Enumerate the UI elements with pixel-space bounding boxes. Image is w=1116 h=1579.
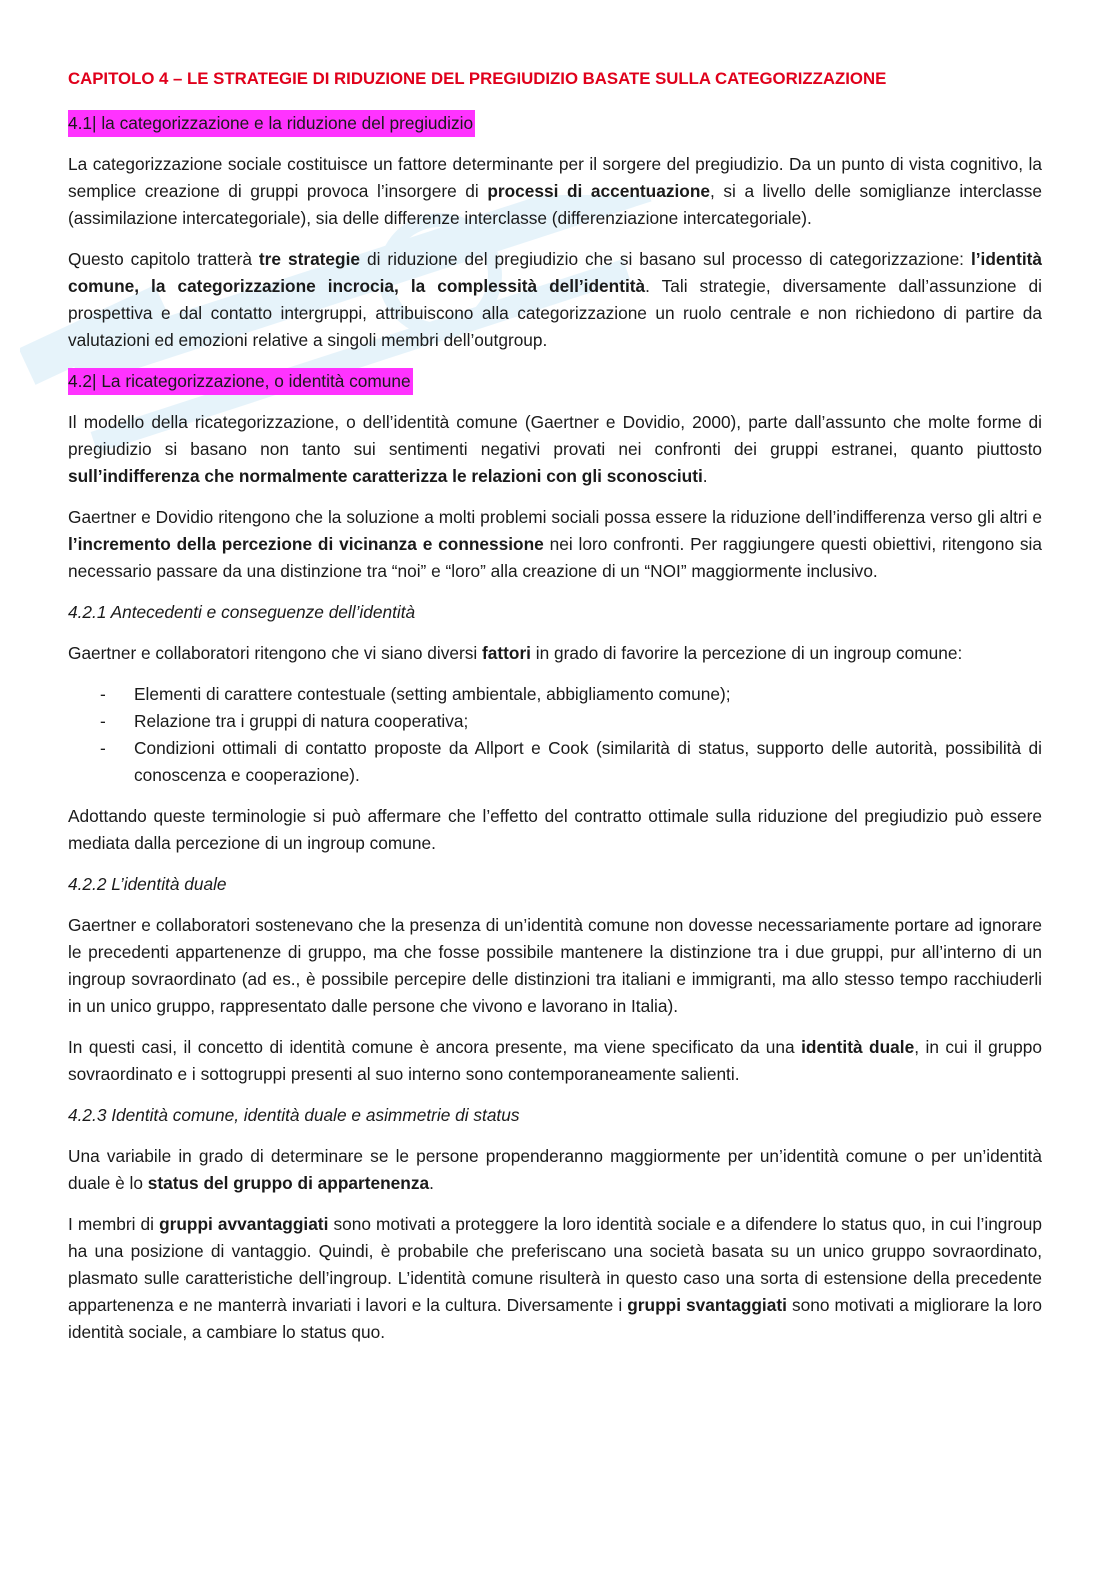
subheading-4-2-2: 4.2.2 L’identità duale [68,874,227,894]
list-item: - Condizioni ottimali di contatto proposte da Allport e Cook (similarità di status, supporto delle autorità, possibilità di conoscenza e cooperazione). [68,735,1042,789]
subheading-4-2-3: 4.2.3 Identità comune, identità duale e asimmetrie di status [68,1105,520,1125]
paragraph-4-1-2: Questo capitolo tratterà tre strategie di riduzione del pregiudizio che si basano sul processo di categorizzazione: l’identità comune, la categorizzazione incrocia, la complessità dell’identità. Tali strategie, diversamente dall’assunzione di prospettiva e dal contatto intergruppi, attribuiscono alla categorizzazione un ruolo centrale e non richiedono di partire da valutazioni ed emozioni relative a singoli membri dell’outgroup. [68,249,1042,350]
paragraph-4-2-1: Il modello della ricategorizzazione, o dell’identità comune (Gaertner e Dovidio, 2000), parte dall’assunto che molte forme di pregiudizio si basano non tanto sui sentimenti negativi provati nei confronti dei gruppi estranei, quanto piuttosto sull’indifferenza che normalmente caratterizza le relazioni con gli sconosciuti. [68,412,1042,486]
chapter-title: CAPITOLO 4 – LE STRATEGIE DI RIDUZIONE DEL PREGIUDIZIO BASATE SULLA CATEGORIZZAZIONE [68,69,887,88]
paragraph-4-2-2-1: Gaertner e collaboratori sostenevano che la presenza di un’identità comune non dovesse necessariamente portare ad ignorare le precedenti appartenenze di gruppo, ma che fosse possibile mantenere la distinzione tra i due gruppi, pur all’interno di un ingroup sovraordinato (ad es., è possibile percepire delle distinzioni tra italiani e immigranti, ma allo stesso tempo racchiuderli in un unico gruppo, rappresentato dalle persone che vivono e lavorano in Italia). [68,915,1042,1016]
bullet-dash: - [100,738,106,758]
bullet-dash: - [100,684,106,704]
paragraph-4-2-1-intro: Gaertner e collaboratori ritengono che vi siano diversi fattori in grado di favorire la percezione di un ingroup comune: [68,643,963,663]
paragraph-4-2-2-2: In questi casi, il concetto di identità comune è ancora presente, ma viene specificato da una identità duale, in cui il gruppo sovraordinato e i sottogruppi presenti al suo interno sono contemporaneamente salienti. [68,1037,1042,1084]
section-heading-4-2: 4.2| La ricategorizzazione, o identità comune [68,368,413,395]
list-item: - Relazione tra i gruppi di natura cooperativa; [68,708,1042,735]
paragraph-4-2-2: Gaertner e Dovidio ritengono che la soluzione a molti problemi sociali possa essere la riduzione dell’indifferenza verso gli altri e l’incremento della percezione di vicinanza e connessione nei loro confronti. Per raggiungere questi obiettivi, ritengono sia necessario passare da una distinzione tra “noi” e “loro” alla creazione di un “NOI” maggiormente inclusivo. [68,507,1043,581]
paragraph-4-1-1: La categorizzazione sociale costituisce un fattore determinante per il sorgere del pregiudizio. Da un punto di vista cognitivo, la semplice creazione di gruppi provoca l’insorgere di processi di accentuazione, si a livello delle somiglianze interclasse (assimilazione intercategoriale), sia delle differenze interclasse (differenziazione intercategoriale). [68,154,1042,228]
paragraph-4-2-3-2: I membri di gruppi avvantaggiati sono motivati a proteggere la loro identità sociale e a difendere lo status quo, in cui l’ingroup ha una posizione di vantaggio. Quindi, è probabile che preferiscano una società basata su un unico gruppo sovraordinato, plasmato sulle caratteristiche dell’ingroup. L’identità comune risulterà in questo caso una sorta di estensione della precedente appartenenza e ne manterrà invariati i lavori e la cultura. Diversamente i gruppi svantaggiati sono motivati a migliorare la loro identità sociale, a cambiare lo status quo. [68,1214,1043,1342]
section-heading-4-1: 4.1| la categorizzazione e la riduzione del pregiudizio [68,110,475,137]
factors-list [68,681,1042,789]
paragraph-4-2-3-1: Una variabile in grado di determinare se le persone propenderanno maggiormente per un’identità comune o per un’identità duale è lo status del gruppo di appartenenza. [68,1146,1042,1193]
document-page [68,64,1042,1360]
subheading-4-2-1: 4.2.1 Antecedenti e conseguenze dell’identità [68,602,416,622]
paragraph-4-2-1-outro: Adottando queste terminologie si può affermare che l’effetto del contratto ottimale sulla riduzione del pregiudizio può essere mediata dalla percezione di un ingroup comune. [68,806,1042,853]
list-item: - Elementi di carattere contestuale (setting ambientale, abbigliamento comune); [68,681,1042,708]
bullet-dash: - [100,711,106,731]
